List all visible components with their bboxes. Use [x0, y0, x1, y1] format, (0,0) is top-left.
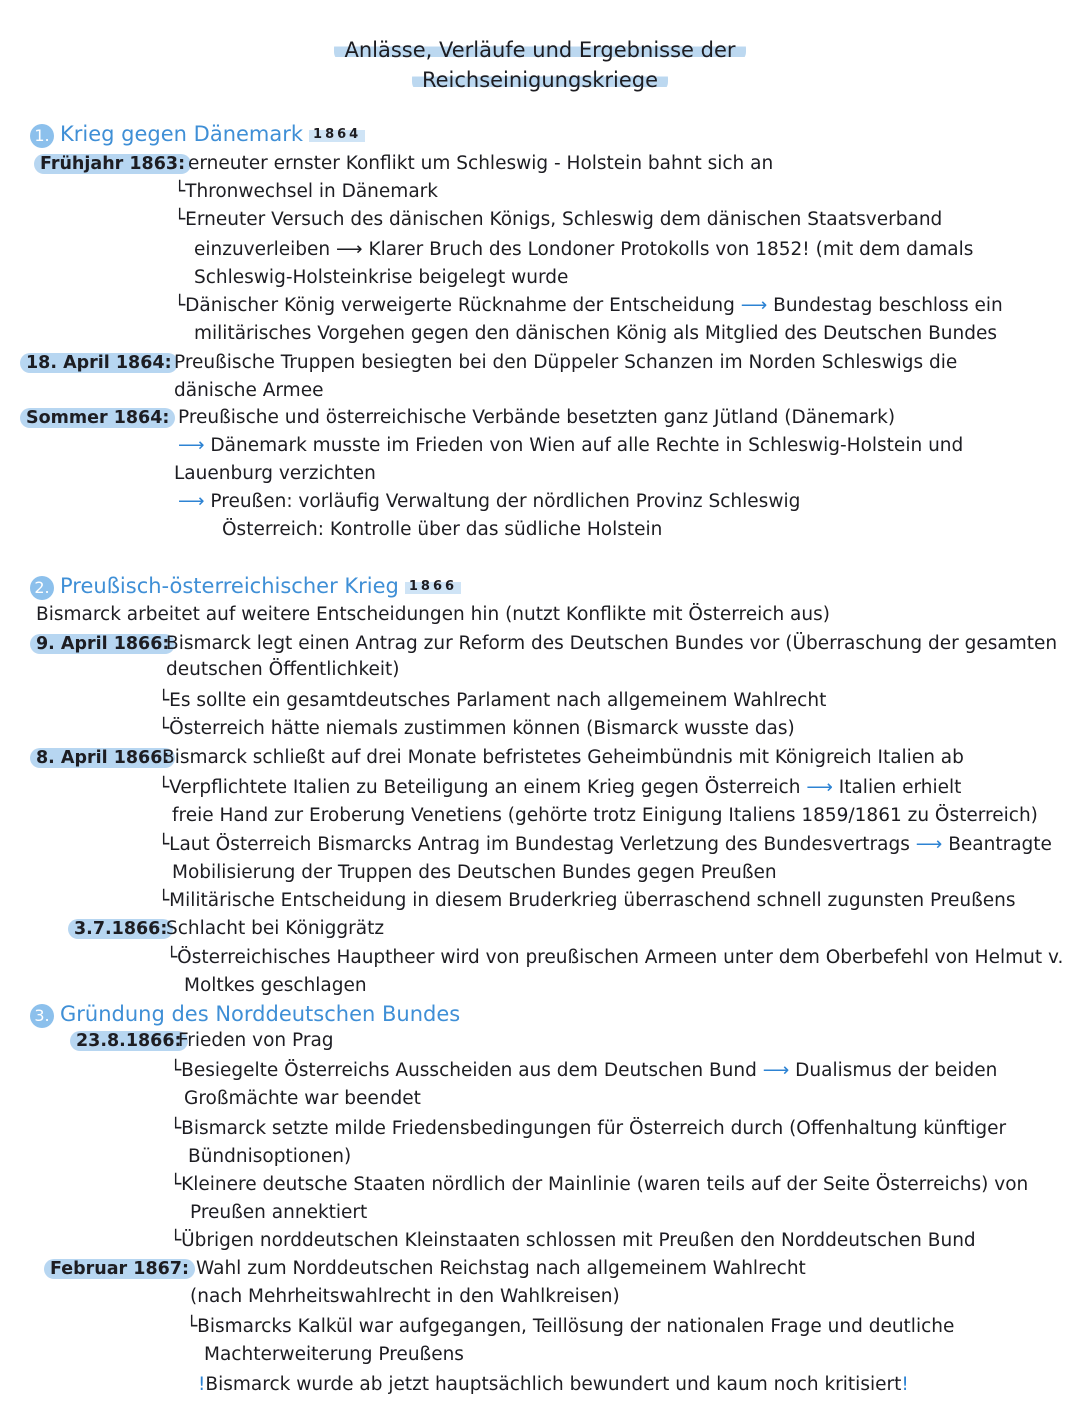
note-line: Wahl zum Norddeutschen Reichstag nach allgemeinem Wahlrecht	[196, 1258, 806, 1279]
note-line: militärisches Vorgehen gegen den dänischen König als Mitglied des Deutschen Bundes	[194, 323, 997, 344]
section-heading-1: 1. Krieg gegen Dänemark 1864	[30, 120, 365, 149]
note-line: Preußen annektiert	[190, 1202, 368, 1223]
note-line: Preußische und österreichische Verbände besetzten ganz Jütland (Dänemark)	[178, 407, 896, 428]
date-label: Sommer 1864:	[20, 406, 175, 430]
note-line: └Dänischer König verweigerte Rücknahme der Entscheidung ⟶ Bundestag beschloss ein	[174, 295, 1003, 316]
note-line: └Bismarcks Kalkül war aufgegangen, Teillösung der nationalen Frage und deutliche	[186, 1316, 955, 1337]
note-line: Bismarck legt einen Antrag zur Reform des Deutschen Bundes vor (Überraschung der gesamten	[166, 633, 1058, 654]
note-line: Frieden von Prag	[178, 1030, 334, 1051]
note-line: Mobilisierung der Truppen des Deutschen Bundes gegen Preußen	[172, 862, 777, 883]
date-label: 3.7.1866:	[68, 917, 173, 941]
note-line: einzuverleiben ⟶ Klarer Bruch des Londoner Protokolls von 1852! (mit dem damals	[194, 239, 974, 260]
note-line: Großmächte war beendet	[184, 1088, 421, 1109]
page-title: Anlässe, Verläufe und Ergebnisse der	[0, 36, 1080, 64]
note-line: Bismarck schließt auf drei Monate befristetes Geheimbündnis mit Königreich Italien ab	[162, 747, 964, 768]
section-heading-2: 2. Preußisch-österreichischer Krieg 1866	[30, 572, 461, 601]
date-label: 18. April 1864:	[20, 351, 178, 375]
note-line: !Bismarck wurde ab jetzt hauptsächlich bewundert und kaum noch kritisiert!	[198, 1374, 909, 1395]
note-line: freie Hand zur Eroberung Venetiens (gehörte trotz Einigung Italiens 1859/1861 zu Österreich)	[172, 805, 1038, 826]
note-line: Preußische Truppen besiegten bei den Düppeler Schanzen im Norden Schleswigs die	[174, 352, 958, 373]
page-title-line2: Reichseinigungskriege	[0, 66, 1080, 94]
note-line: Lauenburg verzichten	[174, 463, 376, 484]
note-line: └Besiegelte Österreichs Ausscheiden aus dem Deutschen Bund ⟶ Dualismus der beiden	[170, 1060, 998, 1081]
section-heading-3: 3. Gründung des Norddeutschen Bundes	[30, 1000, 460, 1028]
note-line: ⟶ Preußen: vorläufig Verwaltung der nördlichen Provinz Schleswig	[178, 491, 801, 512]
note-line: Österreich: Kontrolle über das südliche Holstein	[222, 519, 663, 540]
note-line: Moltkes geschlagen	[184, 975, 367, 996]
note-line: └Laut Österreich Bismarcks Antrag im Bundestag Verletzung des Bundesvertrags ⟶ Beantragte	[158, 834, 1052, 855]
note-line: └Bismarck setzte milde Friedensbedingungen für Österreich durch (Offenhaltung künftiger	[170, 1118, 1007, 1139]
date-label: Februar 1867:	[44, 1257, 195, 1281]
date-label: Frühjahr 1863:	[34, 152, 191, 176]
note-line: └Übrigen norddeutschen Kleinstaaten schlossen mit Preußen den Norddeutschen Bund	[170, 1230, 976, 1251]
note-line: └Es sollte ein gesamtdeutsches Parlament nach allgemeinem Wahlrecht	[158, 690, 827, 711]
date-label: 23.8.1866:	[70, 1029, 188, 1053]
note-line: dänische Armee	[174, 380, 324, 401]
note-line: └Österreich hätte niemals zustimmen können (Bismarck wusste das)	[158, 718, 795, 739]
note-line: Schlacht bei Königgrätz	[166, 918, 385, 939]
note-line: (nach Mehrheitswahlrecht in den Wahlkreisen)	[190, 1286, 620, 1307]
note-line: └Österreichisches Hauptheer wird von preußischen Armeen unter dem Oberbefehl von Helmut v.	[166, 947, 1064, 968]
note-line: deutschen Öffentlichkeit)	[166, 659, 400, 680]
note-line: └Kleinere deutsche Staaten nördlich der Mainlinie (waren teils auf der Seite Österreichs) von	[170, 1174, 1029, 1195]
note-line: Bündnisoptionen)	[188, 1146, 352, 1167]
date-label: 9. April 1866:	[30, 632, 175, 656]
note-line: ⟶ Dänemark musste im Frieden von Wien auf alle Rechte in Schleswig-Holstein und	[178, 435, 964, 456]
note-line: erneuter ernster Konflikt um Schleswig - Holstein bahnt sich an	[188, 153, 774, 174]
note-line: Schleswig-Holsteinkrise beigelegt wurde	[194, 267, 569, 288]
note-line: └Militärische Entscheidung in diesem Bruderkrieg überraschend schnell zugunsten Preußens	[158, 890, 1016, 911]
note-line: └Verpflichtete Italien zu Beteiligung an einem Krieg gegen Österreich ⟶ Italien erhielt	[158, 777, 962, 798]
date-label: 8. April 1866:	[30, 746, 175, 770]
note-line: Bismarck arbeitet auf weitere Entscheidungen hin (nutzt Konflikte mit Österreich aus)	[36, 604, 830, 625]
note-line: Machterweiterung Preußens	[204, 1344, 464, 1365]
note-line: └Erneuter Versuch des dänischen Königs, Schleswig dem dänischen Staatsverband	[174, 209, 943, 230]
note-line: └Thronwechsel in Dänemark	[174, 181, 438, 202]
